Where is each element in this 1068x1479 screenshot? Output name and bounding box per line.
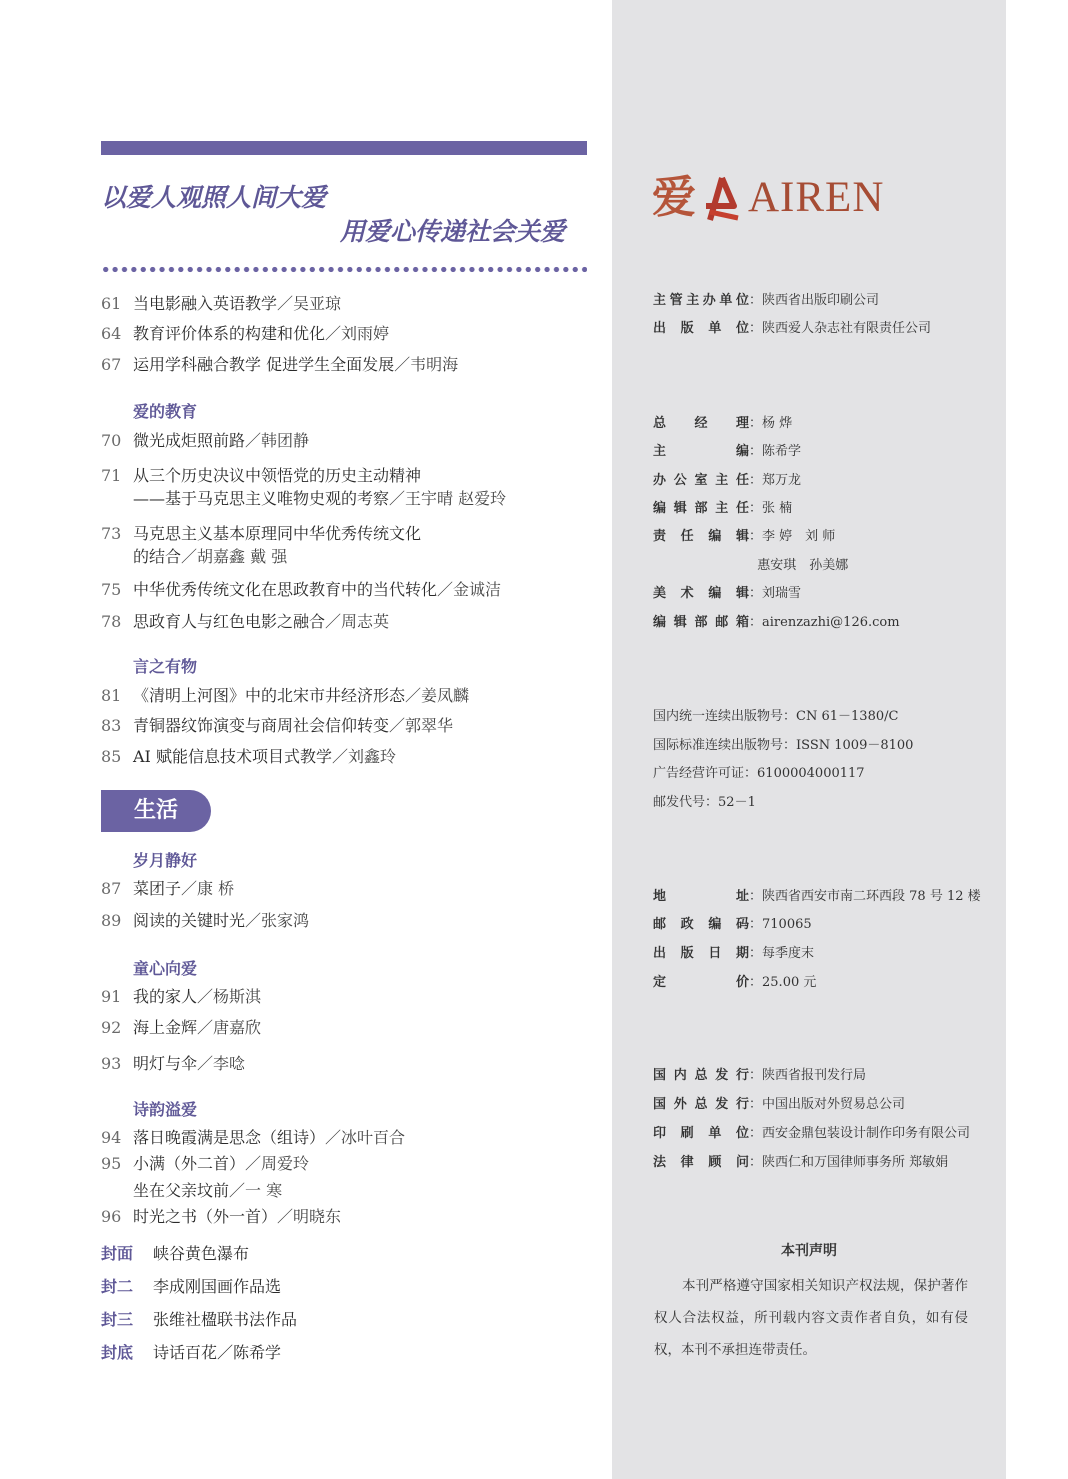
toc-entry[interactable] bbox=[101, 430, 601, 452]
page-number: 64 bbox=[101, 324, 122, 343]
article-author: ／吴亚琼 bbox=[277, 294, 342, 313]
staff-row: 总 经 理：杨 烨 bbox=[653, 416, 793, 431]
page-number: 91 bbox=[101, 987, 122, 1006]
article-title: 时光之书（外一首） bbox=[133, 1207, 278, 1226]
toc-entry[interactable] bbox=[101, 611, 601, 633]
distribution-row: 国内总发行：陕西省报刊发行局 bbox=[653, 1068, 867, 1083]
article-title: 当电影融入英语教学 bbox=[133, 294, 278, 313]
toc-entry[interactable] bbox=[101, 910, 601, 932]
article-author: ／唐嘉欣 bbox=[197, 1018, 262, 1037]
staff-row: 主 编：陈希学 bbox=[653, 444, 802, 459]
article-title: 微光成炬照前路 bbox=[133, 431, 246, 450]
article-author: ／明晓东 bbox=[277, 1207, 342, 1226]
page-number: 71 bbox=[101, 466, 122, 485]
toc-entry[interactable] bbox=[101, 715, 601, 737]
header-bar bbox=[101, 141, 587, 155]
toc-entry[interactable] bbox=[101, 1127, 601, 1149]
distribution-row: 法 律 顾 问：陕西仁和万国律师事务所 郑敏娟 bbox=[653, 1155, 949, 1170]
page-number: 85 bbox=[101, 747, 122, 766]
article-title: 从三个历史决议中领悟党的历史主动精神 bbox=[133, 466, 422, 485]
article-author: ／胡嘉鑫 戴 强 bbox=[181, 547, 288, 566]
toc-entry[interactable] bbox=[101, 465, 601, 487]
section-heading: 爱的教育 bbox=[133, 402, 198, 421]
page-number: 73 bbox=[101, 524, 122, 543]
staff-row: 办公室主任：郑万龙 bbox=[653, 473, 802, 488]
dotted-divider bbox=[101, 266, 587, 273]
section-heading: 童心向爱 bbox=[133, 959, 198, 978]
toc-entry-continued[interactable]: 坐在父亲坟前／一 寒 bbox=[133, 1181, 283, 1200]
page-number: 95 bbox=[101, 1154, 122, 1173]
article-title: 阅读的关键时光 bbox=[133, 911, 246, 930]
declaration-body: 本刊严格遵守国家相关知识产权法规，保护著作权人合法权益，所刊载内容文责作者自负，如有侵权，本刊不承担连带责任。 bbox=[654, 1278, 968, 1358]
toc-entry[interactable] bbox=[101, 323, 601, 345]
contact-row: 邮 政 编 码：710065 bbox=[653, 917, 812, 932]
logo-mark-icon bbox=[700, 176, 744, 224]
page-number: 83 bbox=[101, 716, 122, 735]
registration-row: 国内统一连续出版物号：CN 61－1380/C bbox=[653, 709, 899, 724]
contact-row: 出 版 日 期：每季度末 bbox=[653, 946, 815, 961]
toc-entry[interactable] bbox=[101, 1206, 601, 1228]
article-author: ／一 寒 bbox=[229, 1181, 283, 1200]
distribution-row: 国外总发行：中国出版对外贸易总公司 bbox=[653, 1097, 906, 1112]
toc-entry[interactable] bbox=[101, 1053, 601, 1075]
article-author: ／王宇晴 赵爱玲 bbox=[389, 489, 507, 508]
article-author: ／冰叶百合 bbox=[325, 1128, 406, 1147]
section-heading: 岁月静好 bbox=[133, 851, 198, 870]
article-author: ／康 桥 bbox=[181, 879, 235, 898]
staff-row: 美 术 编 辑：刘瑞雪 bbox=[653, 586, 802, 601]
toc-entry[interactable] bbox=[101, 354, 601, 376]
article-title: 《清明上河图》中的北宋市井经济形态 bbox=[133, 686, 406, 705]
article-title: 教育评价体系的构建和优化 bbox=[133, 324, 326, 343]
article-author: ／刘雨婷 bbox=[325, 324, 390, 343]
page-number: 87 bbox=[101, 879, 122, 898]
staff-row: 编辑部主任：张 楠 bbox=[653, 501, 793, 516]
publisher-info-row: 出 版 单 位：陕西爱人杂志社有限责任公司 bbox=[653, 321, 932, 336]
slogan-line-1: 以爱人观照人间大爱 bbox=[101, 183, 327, 212]
article-title: 马克思主义基本原理同中华优秀传统文化 bbox=[133, 524, 422, 543]
article-title: 我的家人 bbox=[133, 987, 198, 1006]
publisher-info-row: 主管主办单位：陕西省出版印刷公司 bbox=[653, 293, 880, 308]
page-number: 93 bbox=[101, 1054, 122, 1073]
section-heading: 言之有物 bbox=[133, 657, 198, 676]
registration-row: 国际标准连续出版物号：ISSN 1009－8100 bbox=[653, 738, 914, 753]
toc-entry[interactable] bbox=[101, 293, 601, 315]
article-author: ／刘鑫玲 bbox=[331, 747, 396, 766]
contact-row: 地 址：陕西省西安市南二环西段 78 号 12 楼 bbox=[653, 889, 981, 904]
distribution-row: 印 刷 单 位：西安金鼎包装设计制作印务有限公司 bbox=[653, 1126, 971, 1141]
article-author: ／周志英 bbox=[325, 612, 390, 631]
toc-entry[interactable] bbox=[101, 878, 601, 900]
cover-entry: 封三 张维社楹联书法作品 bbox=[101, 1310, 298, 1329]
toc-entry[interactable] bbox=[101, 579, 601, 601]
page-number: 78 bbox=[101, 612, 122, 631]
category-tab-life: 生活 bbox=[101, 790, 211, 832]
article-title: 思政育人与红色电影之融合 bbox=[133, 612, 326, 631]
page-number: 67 bbox=[101, 355, 122, 374]
article-author: ／韩团静 bbox=[245, 431, 310, 450]
page-number: 61 bbox=[101, 294, 122, 313]
article-author: ／张家鸿 bbox=[245, 911, 310, 930]
cover-entry: 封底 诗话百花／陈希学 bbox=[101, 1343, 282, 1362]
article-title: 明灯与伞 bbox=[133, 1054, 198, 1073]
page-number: 70 bbox=[101, 431, 122, 450]
article-title: AI 赋能信息技术项目式教学 bbox=[133, 747, 332, 766]
staff-row: 责 任 编 辑：李 婷 刘 师 bbox=[653, 529, 836, 544]
section-heading: 诗韵溢爱 bbox=[133, 1100, 198, 1119]
toc-entry[interactable] bbox=[101, 986, 601, 1008]
toc-entry[interactable] bbox=[101, 746, 601, 768]
page-number: 96 bbox=[101, 1207, 122, 1226]
toc-entry-continued: 的结合／胡嘉鑫 戴 强 bbox=[133, 547, 288, 566]
article-title: 青铜器纹饰演变与商周社会信仰转变 bbox=[133, 716, 390, 735]
article-author: ／李唸 bbox=[197, 1054, 246, 1073]
slogan-line-2: 用爱心传递社会关爱 bbox=[340, 217, 566, 246]
page-number: 75 bbox=[101, 580, 122, 599]
article-title: 中华优秀传统文化在思政教育中的当代转化 bbox=[133, 580, 438, 599]
staff-row: 编辑部邮箱：airenzazhi@126.com bbox=[653, 615, 900, 630]
toc-entry[interactable] bbox=[101, 1153, 601, 1175]
article-author: ／韦明海 bbox=[394, 355, 459, 374]
registration-row: 广告经营许可证：6100004000117 bbox=[653, 766, 865, 781]
cover-entry: 封面 峡谷黄色瀑布 bbox=[101, 1244, 250, 1263]
article-author: ／金诚洁 bbox=[437, 580, 502, 599]
article-title: 小满（外二首） bbox=[133, 1154, 246, 1173]
page-number: 89 bbox=[101, 911, 122, 930]
article-title: 落日晚霞满是思念（组诗） bbox=[133, 1128, 326, 1147]
staff-row: 惠安琪 孙美娜 bbox=[757, 558, 849, 573]
article-author: ／姜凤麟 bbox=[405, 686, 470, 705]
page-number: 94 bbox=[101, 1128, 122, 1147]
article-title: 海上金辉 bbox=[133, 1018, 198, 1037]
cover-entry: 封二 李成刚国画作品选 bbox=[101, 1277, 282, 1296]
page-number: 92 bbox=[101, 1018, 122, 1037]
article-author: ／杨斯淇 bbox=[197, 987, 262, 1006]
page-number: 81 bbox=[101, 686, 122, 705]
article-title: 菜团子 bbox=[133, 879, 182, 898]
registration-row: 邮发代号：52－1 bbox=[653, 795, 756, 810]
declaration-title: 本刊声明 bbox=[781, 1243, 837, 1259]
toc-entry[interactable] bbox=[101, 1017, 601, 1039]
contact-row: 定 价：25.00 元 bbox=[653, 975, 817, 990]
article-author: ／周爱玲 bbox=[245, 1154, 310, 1173]
article-title: 运用学科融合教学 促进学生全面发展 bbox=[133, 355, 395, 374]
toc-entry-continued: ——基于马克思主义唯物史观的考察／王宇晴 赵爱玲 bbox=[133, 489, 507, 508]
toc-entry[interactable] bbox=[101, 685, 601, 707]
toc-entry[interactable] bbox=[101, 523, 601, 545]
article-author: ／郭翠华 bbox=[389, 716, 454, 735]
